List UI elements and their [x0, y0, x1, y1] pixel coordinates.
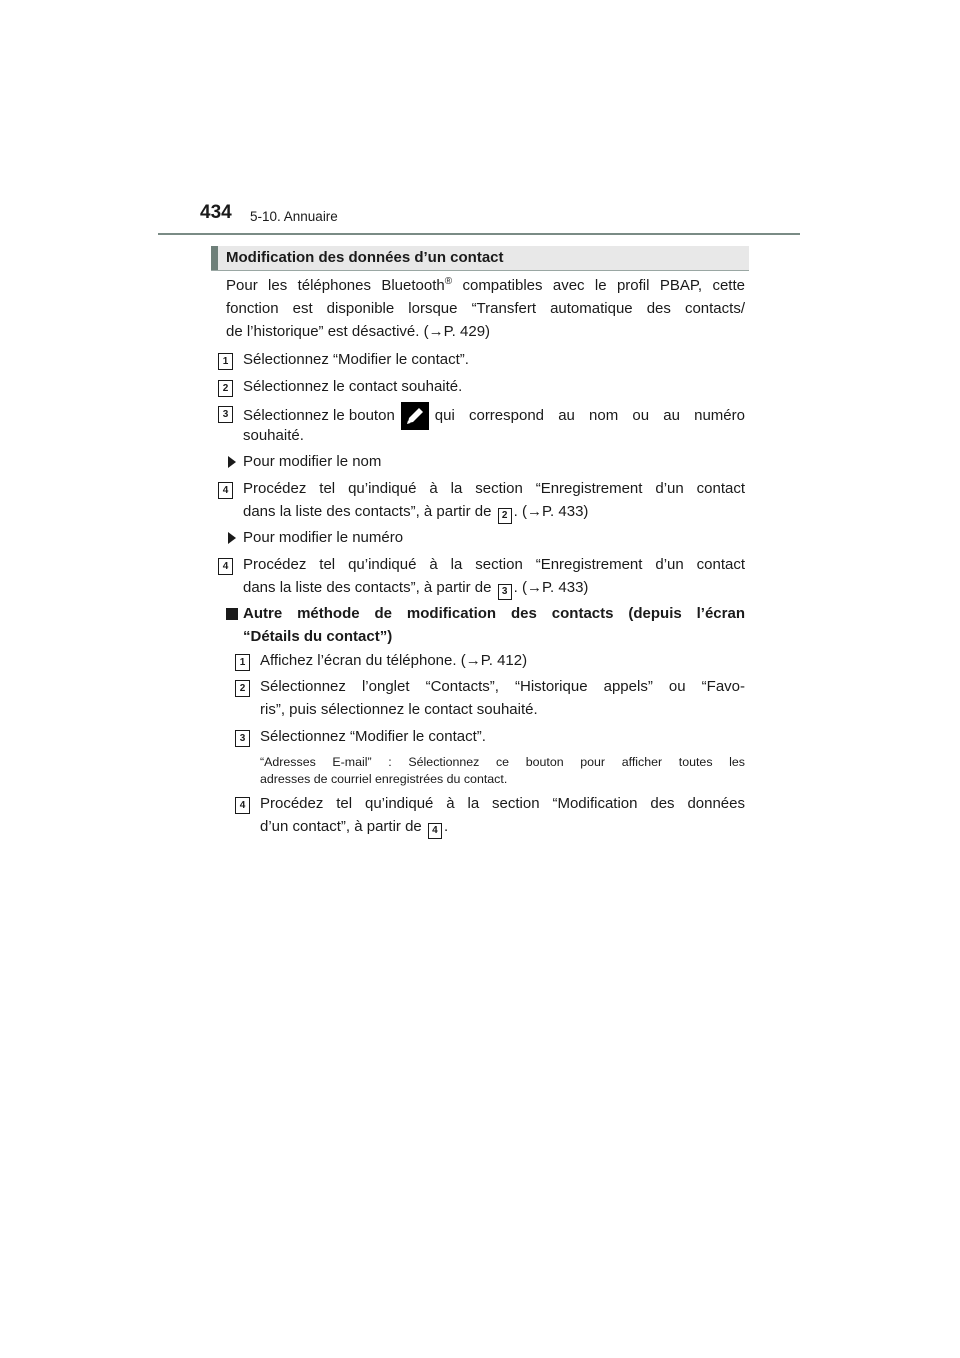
- intro-line-2: fonction est disponible lorsque “Transfert automatique des contacts/: [226, 300, 745, 317]
- step-2-text: Sélectionnez le contact souhaité.: [243, 378, 463, 395]
- step-number: 1: [218, 353, 233, 370]
- step-number: 1: [235, 654, 250, 671]
- step-number: 2: [218, 380, 233, 397]
- alt-step-4-line-2: d’un contact”, à partir de 4 .: [260, 816, 448, 839]
- step-reference: 3: [498, 584, 512, 600]
- arrow-icon: →: [526, 503, 542, 520]
- step-1-text: Sélectionnez “Modifier le contact”.: [243, 351, 469, 368]
- step-number: 3: [218, 406, 233, 423]
- intro-line-3: de l’historique” est désactivé. (→P. 429): [226, 323, 491, 340]
- alt-step-4-line-1: Procédez tel qu’indiqué à la section “Modification des données: [260, 795, 745, 812]
- arrow-icon: →: [428, 323, 444, 340]
- sub-name-line-2: dans la liste des contacts”, à partir de 2 . (→P. 433): [243, 501, 588, 524]
- intro-line-1: Pour les téléphones Bluetooth® compatibles avec le profil PBAP, cette: [226, 276, 745, 294]
- sub-number-label: Pour modifier le numéro: [243, 529, 404, 546]
- sub-name-line-1: Procédez tel qu’indiqué à la section “Enregistrement d’un contact: [243, 480, 745, 497]
- alt-step-1-text: Affichez l’écran du téléphone. (→P. 412): [260, 652, 528, 669]
- step-number: 4: [235, 797, 250, 814]
- step-number: 3: [235, 730, 250, 747]
- page-header: [200, 200, 800, 236]
- alt-heading-line-1: Autre méthode de modification des contacts (depuis l’écran: [243, 605, 745, 622]
- step-number: 4: [218, 482, 233, 499]
- note-line-2: adresses de courriel enregistrées du contact.: [260, 772, 508, 786]
- header-rule: [158, 233, 800, 235]
- alt-heading-line-2: “Détails du contact”): [243, 628, 393, 645]
- step-reference: 4: [428, 823, 442, 839]
- heading-square-icon: [226, 608, 238, 620]
- step-3-line-2: souhaité.: [243, 427, 304, 444]
- sub-number-line-2: dans la liste des contacts”, à partir de 3 . (→P. 433): [243, 577, 588, 600]
- note-line-1: “Adresses E-mail” : Sélectionnez ce bouton pour afficher toutes les: [260, 755, 745, 769]
- bullet-triangle-icon: [228, 456, 236, 468]
- step-reference: 2: [498, 508, 512, 524]
- step-number: 4: [218, 558, 233, 575]
- alt-step-2-line-1: Sélectionnez l’onglet “Contacts”, “Historique appels” ou “Favo-: [260, 678, 745, 695]
- arrow-icon: →: [465, 652, 481, 669]
- section-label: 5-10. Annuaire: [250, 209, 338, 224]
- page-number: 434: [200, 202, 232, 223]
- step-number: 2: [235, 680, 250, 697]
- section-title-bar: [211, 246, 749, 271]
- alt-step-2-line-2: ris”, puis sélectionnez le contact souhaité.: [260, 701, 538, 718]
- registered-mark: ®: [444, 276, 453, 287]
- section-title-accent: [211, 246, 218, 270]
- edit-pencil-icon: [401, 402, 429, 430]
- sub-number-line-1: Procédez tel qu’indiqué à la section “Enregistrement d’un contact: [243, 556, 745, 573]
- bullet-triangle-icon: [228, 532, 236, 544]
- section-title: Modification des données d’un contact: [226, 249, 504, 266]
- arrow-icon: →: [526, 579, 542, 596]
- sub-name-label: Pour modifier le nom: [243, 453, 382, 470]
- alt-step-3-text: Sélectionnez “Modifier le contact”.: [260, 728, 486, 745]
- step-3-line-1: Sélectionnez le bouton qui correspond au nom ou au numéro: [243, 402, 745, 430]
